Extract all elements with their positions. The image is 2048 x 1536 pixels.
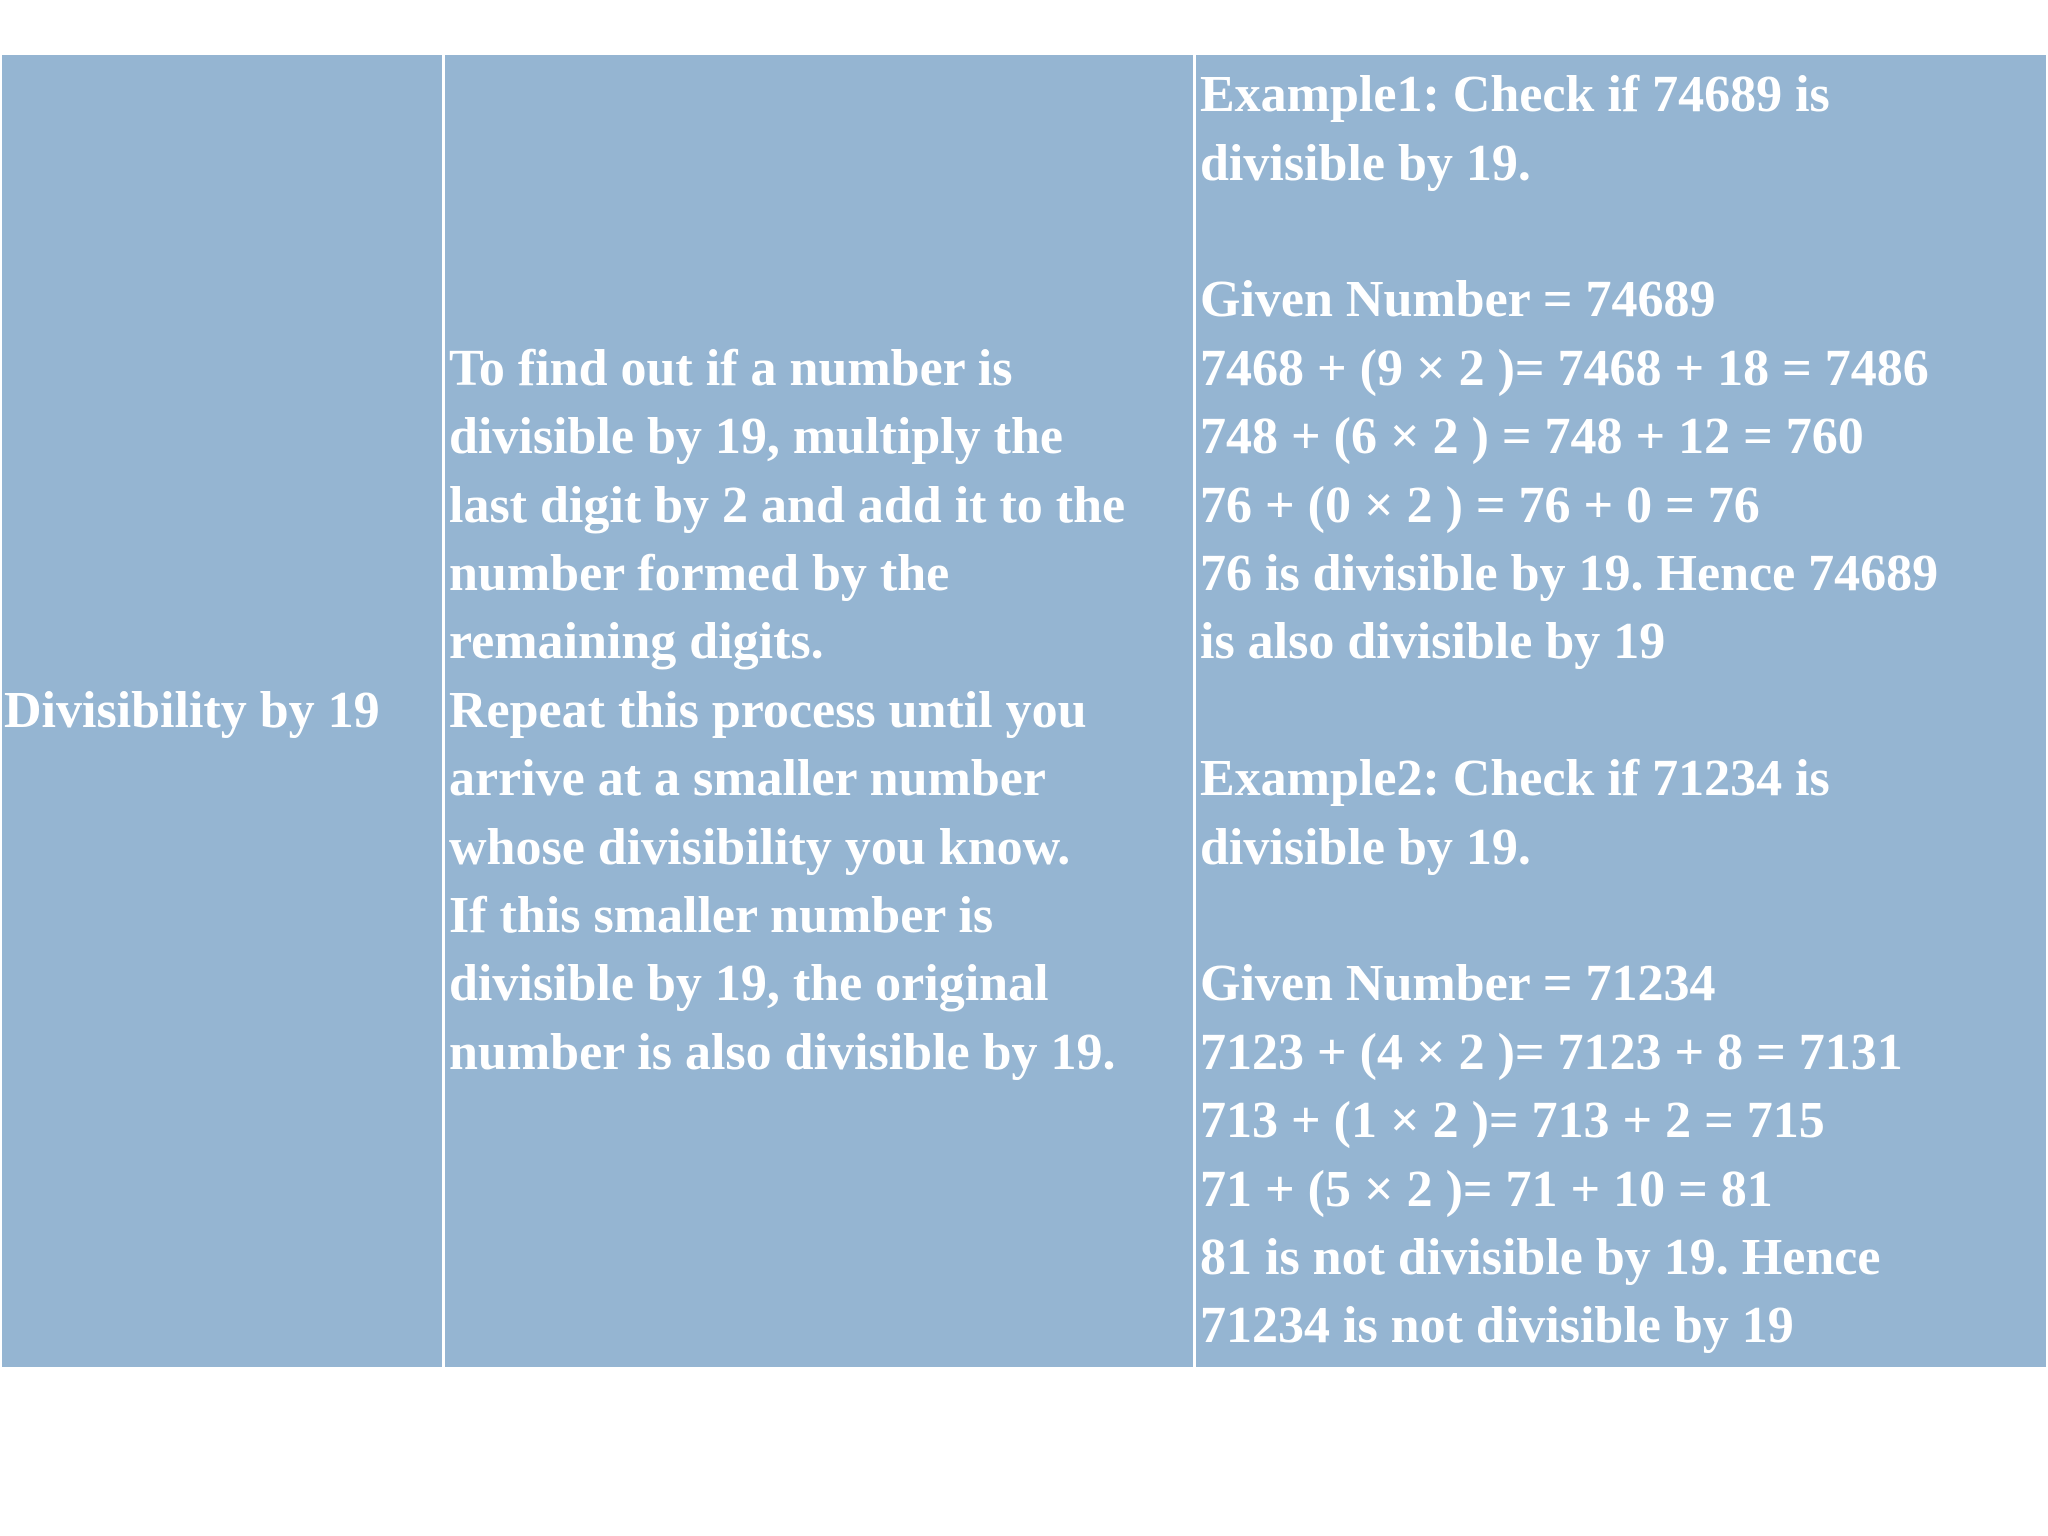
example-line: Given Number = 74689 — [1200, 271, 1716, 329]
rule-description-line: number formed by the — [449, 544, 950, 602]
rule-description-line: number is also divisible by 19. — [449, 1023, 1116, 1081]
example-line: 713 + (1 × 2 )= 713 + 2 = 715 — [1200, 1092, 1825, 1150]
example-line: divisible by 19. — [1200, 818, 1531, 876]
example-line: 748 + (6 × 2 ) = 748 + 12 = 760 — [1200, 408, 1864, 466]
rule-description-line: whose divisibility you know. — [449, 818, 1071, 876]
divisibility-table — [0, 53, 2048, 1369]
example-line: 76 is divisible by 19. Hence 74689 — [1200, 544, 1939, 602]
rule-description-line: arrive at a smaller number — [449, 750, 1046, 808]
rule-title: Divisibility by 19 — [4, 681, 380, 739]
rule-description-line: remaining digits. — [449, 613, 824, 671]
rule-description-line: If this smaller number is — [449, 887, 994, 945]
example-line: Example1: Check if 74689 is — [1200, 66, 1830, 124]
example-line: Example2: Check if 71234 is — [1200, 750, 1830, 808]
rule-description-line: divisible by 19, the original — [449, 955, 1049, 1013]
example-line: 7468 + (9 × 2 )= 7468 + 18 = 7486 — [1200, 339, 1929, 397]
example-line — [1200, 198, 2046, 266]
rule-description-line: last digit by 2 and add it to the — [449, 476, 1126, 534]
example-line: is also divisible by 19 — [1200, 613, 1666, 671]
rule-description-cell — [445, 55, 1196, 1367]
example-line: divisible by 19. — [1200, 134, 1531, 192]
examples-cell — [1196, 55, 2046, 1367]
example-line: 71234 is not divisible by 19 — [1200, 1297, 1794, 1355]
rule-description-line: Repeat this process until you — [449, 681, 1087, 739]
rule-description-line: divisible by 19, multiply the — [449, 408, 1063, 466]
rule-description-line: To find out if a number is — [449, 339, 1013, 397]
example-line: 76 + (0 × 2 ) = 76 + 0 = 76 — [1200, 476, 1760, 534]
example-line — [1200, 677, 2046, 745]
example-line: 71 + (5 × 2 )= 71 + 10 = 81 — [1200, 1160, 1773, 1218]
example-line: 81 is not divisible by 19. Hence — [1200, 1229, 1881, 1287]
example-line: Given Number = 71234 — [1200, 955, 1716, 1013]
example-line: 7123 + (4 × 2 )= 7123 + 8 = 7131 — [1200, 1023, 1903, 1081]
title-cell — [2, 55, 445, 1367]
example-line — [1200, 882, 2046, 950]
